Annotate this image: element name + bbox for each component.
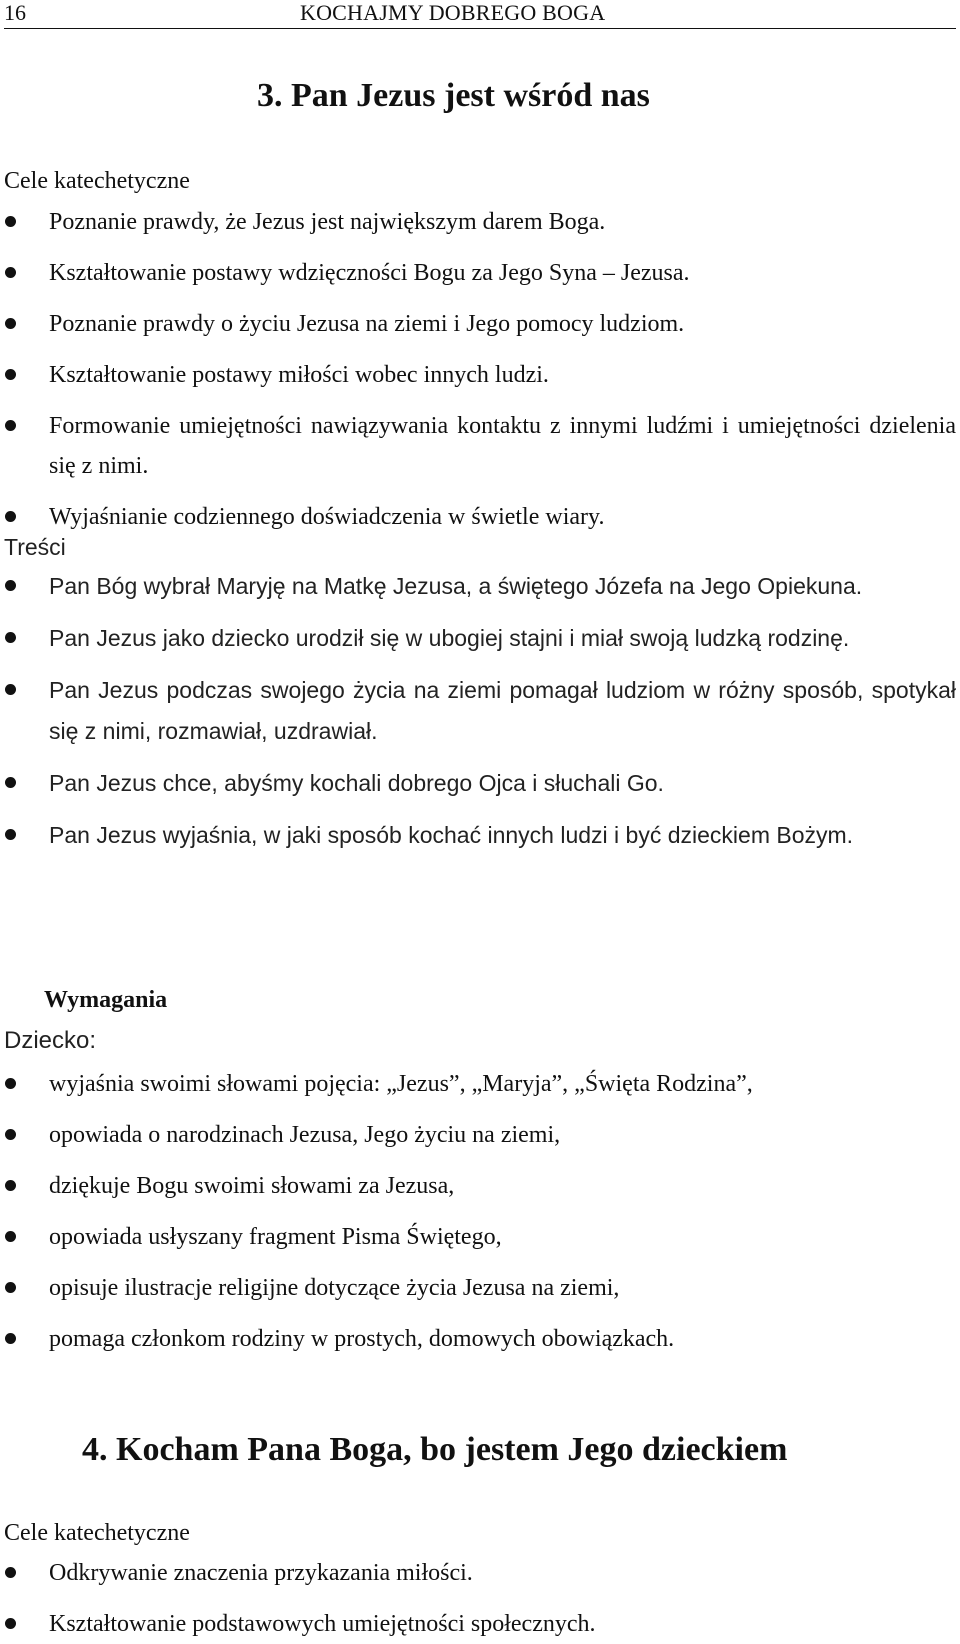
chapter-4-goals-heading: Cele katechetyczne [4,1520,190,1546]
content-text: Pan Jezus jako dziecko urodził się w ubogiej stajni i miał swoją ludzką rodzinę. [49,625,850,651]
chapter-3-goals-heading: Cele katechetyczne [4,168,190,194]
goal-text: Kształtowanie postawy miłości wobec innych ludzi. [49,362,549,388]
list-item [0,1268,960,1308]
list-item [0,253,960,293]
list-item [0,1166,960,1206]
list-item [0,1064,960,1104]
requirement-text: opowiada o narodzinach Jezusa, Jego życiu na ziemi, [49,1122,561,1148]
requirement-text: opisuje ilustracje religijne dotyczące życia Jezusa na ziemi, [49,1275,620,1301]
bullet-icon [5,1129,16,1140]
bullet-icon [5,580,16,591]
list-item [0,497,960,537]
bullet-icon [5,829,16,840]
list-item [0,406,960,486]
bullet-icon [5,216,16,227]
bullet-icon [5,1282,16,1293]
chapter-3-content-heading: Treści [4,534,66,560]
list-item [0,1217,960,1257]
chapter-3-requirements-heading: Wymagania [44,987,168,1013]
content-text: Pan Jezus chce, abyśmy kochali dobrego Ojca i słuchali Go. [49,770,664,796]
bullet-icon [5,1618,16,1629]
content-text: Pan Bóg wybrał Maryję na Matkę Jezusa, a świętego Józefa na Jego Opiekuna. [49,573,863,599]
chapter-3-requirements-list [0,1064,960,1370]
running-header [4,0,956,29]
requirement-text: wyjaśnia swoimi słowami pojęcia: „Jezus”, „Maryja”, „Święta Rodzina”, [49,1071,753,1097]
goal-text: Kształtowanie podstawowych umiejętności społecznych. [49,1611,596,1637]
requirement-text: opowiada usłyszany fragment Pisma Świętego, [49,1224,502,1250]
chapter-4-goals-list [0,1553,960,1644]
bullet-icon [5,1231,16,1242]
goal-text: Formowanie umiejętności nawiązywania kontaktu z innymi ludźmi i umiejętności dzielenia się z nimi. [49,413,956,479]
bullet-icon [5,511,16,522]
list-item [0,1553,960,1593]
bullet-icon [5,369,16,380]
chapter-3-content-list [0,566,960,867]
bullet-icon [5,420,16,431]
list-item [0,1319,960,1359]
list-item [0,304,960,344]
bullet-icon [5,267,16,278]
list-item [0,566,960,607]
bullet-icon [5,777,16,788]
requirement-text: pomaga członkom rodziny w prostych, domowych obowiązkach. [49,1326,675,1352]
requirement-text: dziękuje Bogu swoimi słowami za Jezusa, [49,1173,455,1199]
goal-text: Odkrywanie znaczenia przykazania miłości. [49,1560,473,1586]
chapter-3-goals-list [0,202,960,548]
chapter-3-title: 3. Pan Jezus jest wśród nas [257,77,650,114]
bullet-icon [5,1180,16,1191]
bullet-icon [5,684,16,695]
chapter-4-title: 4. Kocham Pana Boga, bo jestem Jego dzieckiem [82,1431,788,1468]
bullet-icon [5,318,16,329]
goal-text: Poznanie prawdy, że Jezus jest największym darem Boga. [49,209,606,235]
page-number: 16 [4,0,26,25]
book-title: KOCHAJMY DOBREGO BOGA [300,0,606,25]
content-text: Pan Jezus podczas swojego życia na ziemi pomagał ludziom w różny sposób, spotykał się z nimi, rozmawiał, uzdrawiał. [49,677,956,744]
list-item [0,670,960,752]
list-item [0,763,960,804]
goal-text: Wyjaśnianie codziennego doświadczenia w świetle wiary. [49,504,605,530]
list-item [0,1115,960,1155]
bullet-icon [5,1333,16,1344]
goal-text: Kształtowanie postawy wdzięczności Bogu za Jego Syna – Jezusa. [49,260,690,286]
bullet-icon [5,632,16,643]
list-item [0,618,960,659]
requirements-subject: Dziecko: [4,1027,97,1054]
content-text: Pan Jezus wyjaśnia, w jaki sposób kochać innych ludzi i być dzieckiem Bożym. [49,822,854,848]
list-item [0,202,960,242]
list-item [0,355,960,395]
list-item [0,1604,960,1644]
bullet-icon [5,1567,16,1578]
goal-text: Poznanie prawdy o życiu Jezusa na ziemi i Jego pomocy ludziom. [49,311,685,337]
list-item [0,815,960,856]
bullet-icon [5,1078,16,1089]
